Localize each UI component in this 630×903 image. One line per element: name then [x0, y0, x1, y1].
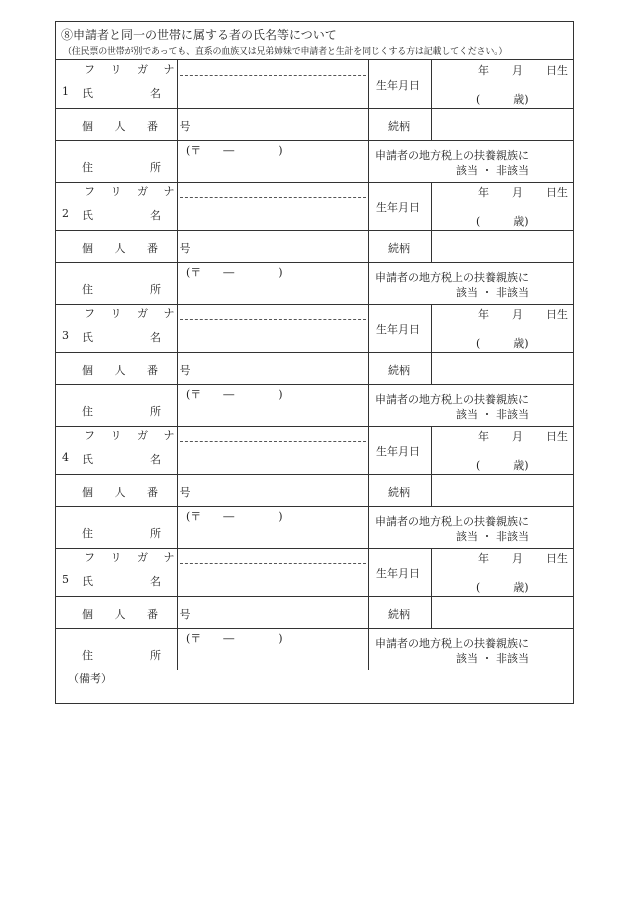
address-label-prefix: 住: [82, 649, 93, 662]
person-number: 1: [62, 85, 69, 98]
mynumber-label: 個 人 番 号: [82, 242, 200, 255]
mynumber-label: 個 人 番 号: [82, 364, 200, 377]
dependent-label: 申請者の地方税上の扶養親族に: [375, 271, 529, 284]
furigana-label: フ リ ガ ナ: [84, 63, 181, 76]
dependent-choice[interactable]: 該当 ・ 非該当: [456, 530, 529, 543]
relationship-label: 続柄: [388, 120, 410, 133]
furigana-field[interactable]: [182, 306, 366, 318]
name-label-suffix: 名: [150, 331, 161, 344]
section-header: [56, 22, 573, 60]
person-number: 4: [62, 451, 69, 464]
birth-day-label: 日生: [546, 308, 568, 321]
birthdate-label: 生年月日: [376, 567, 420, 580]
person-number: 2: [62, 207, 69, 220]
relationship-label: 続柄: [388, 364, 410, 377]
relationship-field[interactable]: [436, 476, 570, 504]
mynumber-field[interactable]: [182, 232, 366, 260]
address-label-suffix: 所: [150, 161, 161, 174]
dependent-choice[interactable]: 該当 ・ 非該当: [456, 164, 529, 177]
dependent-label: 申請者の地方税上の扶養親族に: [375, 393, 529, 406]
mynumber-label: 個 人 番 号: [82, 120, 200, 133]
relationship-label: 続柄: [388, 242, 410, 255]
dependent-choice[interactable]: 該当 ・ 非該当: [456, 652, 529, 665]
person-block: [56, 548, 573, 670]
furigana-field[interactable]: [182, 550, 366, 562]
remarks-box[interactable]: [56, 670, 573, 704]
birth-month-label: 月: [512, 552, 523, 565]
age-label: ( 歳): [476, 581, 529, 594]
relationship-field[interactable]: [436, 232, 570, 260]
name-field[interactable]: [182, 567, 366, 594]
name-label-suffix: 名: [150, 453, 161, 466]
relationship-field[interactable]: [436, 354, 570, 382]
remarks-label: （備考）: [68, 672, 112, 685]
name-label-prefix: 氏: [82, 209, 93, 222]
birth-year-label: 年: [478, 552, 489, 565]
section-note: （住民票の世帯が別であっても、直系の血族又は兄弟姉妹で申請者と生計を同じくする方は記載してください。）: [63, 47, 508, 57]
postal-code-field[interactable]: (〒 ― ): [186, 388, 283, 401]
mynumber-field[interactable]: [182, 354, 366, 382]
address-label-suffix: 所: [150, 527, 161, 540]
birthdate-label: 生年月日: [376, 445, 420, 458]
furigana-label: フ リ ガ ナ: [84, 429, 181, 442]
age-label: ( 歳): [476, 215, 529, 228]
relationship-field[interactable]: [436, 110, 570, 138]
name-label-prefix: 氏: [82, 331, 93, 344]
furigana-label: フ リ ガ ナ: [84, 551, 181, 564]
household-members-form: [55, 21, 574, 704]
address-label-suffix: 所: [150, 405, 161, 418]
dependent-label: 申請者の地方税上の扶養親族に: [375, 149, 529, 162]
name-label-suffix: 名: [150, 87, 161, 100]
relationship-field[interactable]: [436, 598, 570, 626]
birth-year-label: 年: [478, 186, 489, 199]
birth-month-label: 月: [512, 186, 523, 199]
birth-month-label: 月: [512, 64, 523, 77]
dependent-choice[interactable]: 該当 ・ 非該当: [456, 408, 529, 421]
mynumber-label: 個 人 番 号: [82, 608, 200, 621]
postal-code-field[interactable]: (〒 ― ): [186, 510, 283, 523]
birth-day-label: 日生: [546, 186, 568, 199]
address-label-prefix: 住: [82, 527, 93, 540]
age-label: ( 歳): [476, 93, 529, 106]
birthdate-label: 生年月日: [376, 79, 420, 92]
name-field[interactable]: [182, 79, 366, 106]
address-label-prefix: 住: [82, 283, 93, 296]
furigana-label: フ リ ガ ナ: [84, 307, 181, 320]
mynumber-field[interactable]: [182, 598, 366, 626]
birth-month-label: 月: [512, 430, 523, 443]
relationship-label: 続柄: [388, 486, 410, 499]
birth-year-label: 年: [478, 308, 489, 321]
age-label: ( 歳): [476, 459, 529, 472]
birth-year-label: 年: [478, 430, 489, 443]
postal-code-field[interactable]: (〒 ― ): [186, 632, 283, 645]
person-block: [56, 182, 573, 304]
dependent-label: 申請者の地方税上の扶養親族に: [375, 637, 529, 650]
furigana-field[interactable]: [182, 184, 366, 196]
section-title: ⑧申請者と同一の世帯に属する者の氏名等について: [61, 28, 337, 42]
dependent-label: 申請者の地方税上の扶養親族に: [375, 515, 529, 528]
birthdate-label: 生年月日: [376, 323, 420, 336]
address-label-suffix: 所: [150, 283, 161, 296]
birth-day-label: 日生: [546, 64, 568, 77]
name-field[interactable]: [182, 445, 366, 472]
postal-code-field[interactable]: (〒 ― ): [186, 144, 283, 157]
name-field[interactable]: [182, 201, 366, 228]
person-number: 3: [62, 329, 69, 342]
birth-day-label: 日生: [546, 430, 568, 443]
furigana-field[interactable]: [182, 428, 366, 440]
birth-year-label: 年: [478, 64, 489, 77]
person-number: 5: [62, 573, 69, 586]
name-label-prefix: 氏: [82, 87, 93, 100]
name-label-suffix: 名: [150, 575, 161, 588]
dependent-choice[interactable]: 該当 ・ 非該当: [456, 286, 529, 299]
name-label-prefix: 氏: [82, 453, 93, 466]
age-label: ( 歳): [476, 337, 529, 350]
person-block: [56, 426, 573, 548]
address-label-prefix: 住: [82, 161, 93, 174]
mynumber-field[interactable]: [182, 476, 366, 504]
name-label-prefix: 氏: [82, 575, 93, 588]
person-block: [56, 304, 573, 426]
name-label-suffix: 名: [150, 209, 161, 222]
address-label-prefix: 住: [82, 405, 93, 418]
address-label-suffix: 所: [150, 649, 161, 662]
birth-month-label: 月: [512, 308, 523, 321]
postal-code-field[interactable]: (〒 ― ): [186, 266, 283, 279]
birthdate-label: 生年月日: [376, 201, 420, 214]
person-block: [56, 60, 573, 182]
furigana-label: フ リ ガ ナ: [84, 185, 181, 198]
name-field[interactable]: [182, 323, 366, 350]
furigana-field[interactable]: [182, 62, 366, 74]
relationship-label: 続柄: [388, 608, 410, 621]
mynumber-label: 個 人 番 号: [82, 486, 200, 499]
mynumber-field[interactable]: [182, 110, 366, 138]
birth-day-label: 日生: [546, 552, 568, 565]
